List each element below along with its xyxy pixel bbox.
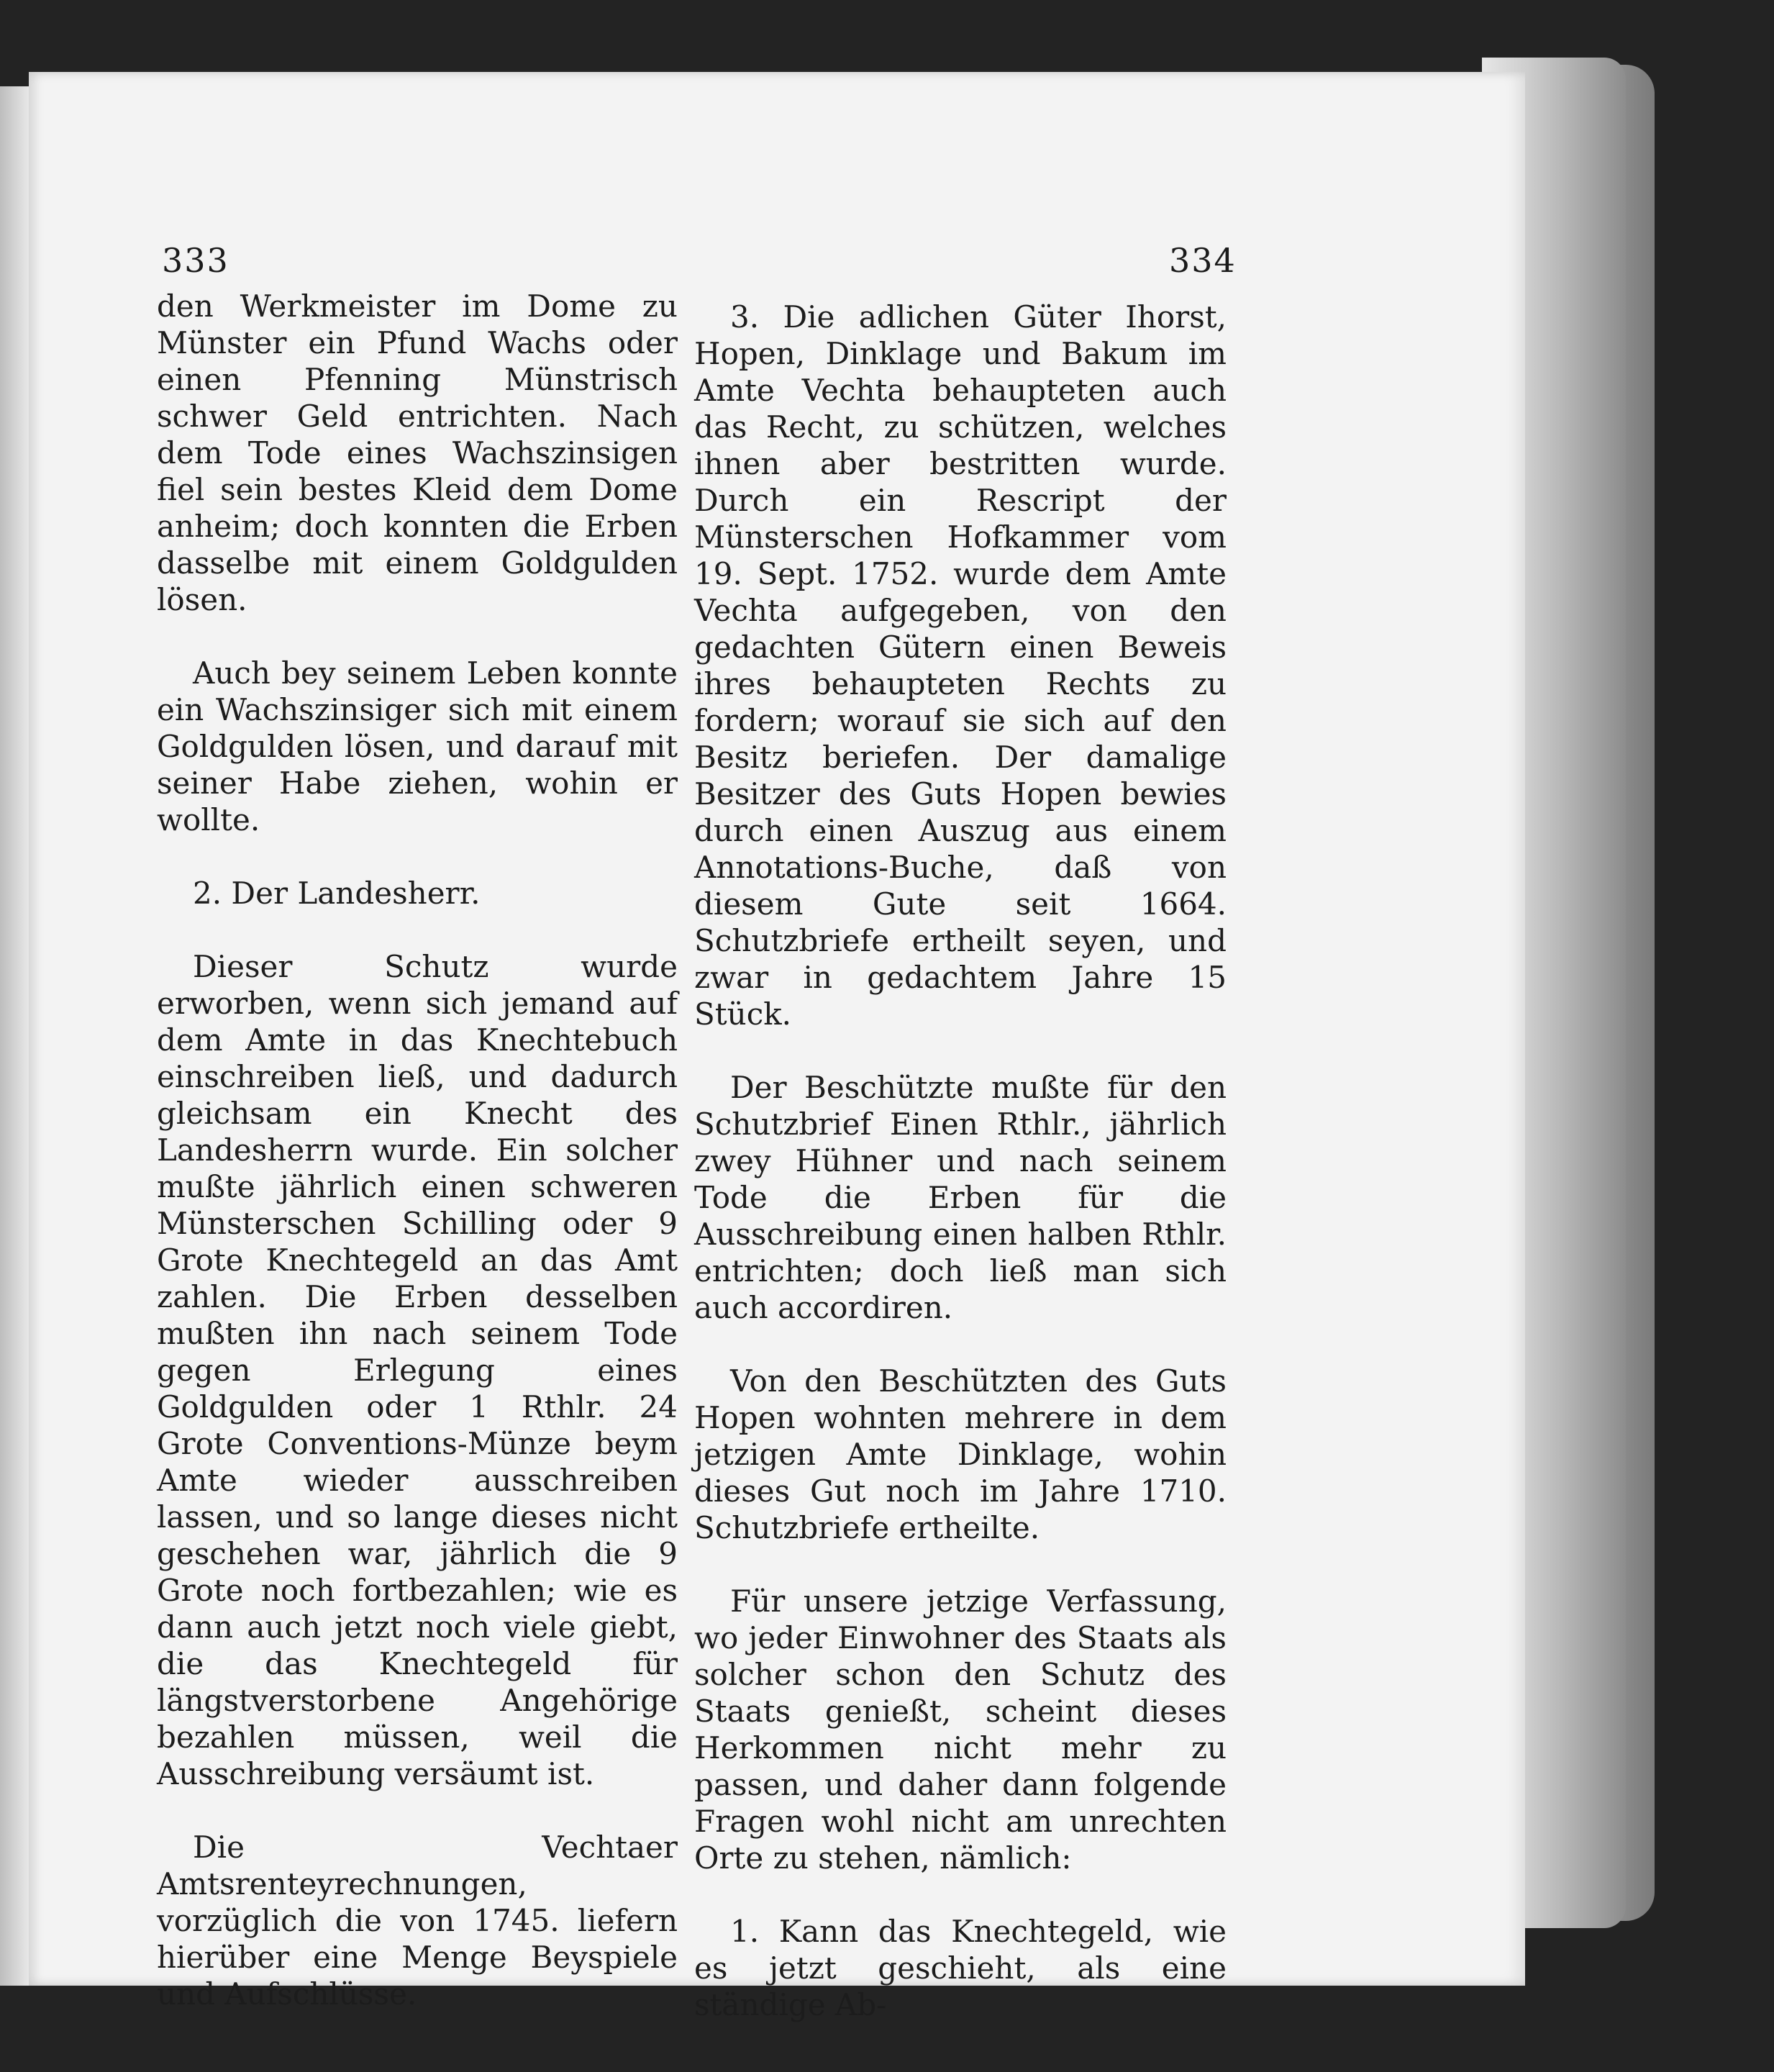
paragraph: 1. Kann das Knechtegeld, wie es jetzt geschieht, als eine ständige Ab- [694, 1914, 1227, 2022]
right-column [694, 299, 1227, 2023]
page-number-right: 334 [1169, 241, 1237, 280]
section-heading: 2. Der Landesherr. [193, 876, 481, 911]
paragraph: 3. Die adlichen Güter Ihorst, Hopen, Dinklage und Bakum im Amte Vechta behaupteten auch das Recht, zu schützen, welches ihnen aber bestritten wurde. Durch ein Rescript der Münsterschen Hofkammer vom 19. Sept. 1752. wurde dem Amte Vechta aufgegeben, von den gedachten Gütern einen Beweis ihres behaupteten Rechts zu fordern; worauf sie sich auf den Besitz beriefen. Der damalige Besitzer des Guts Hopen bewies durch einen Auszug aus einem Annotations-Buche, daß von diesem Gute seit 1664. Schutzbriefe ertheilt seyen, und zwar in gedachtem Jahre 15 Stück. [694, 299, 1227, 1032]
paragraph: Der Beschützte mußte für den Schutzbrief Einen Rthlr., jährlich zwey Hühner und nach seinem Tode die Erben für die Ausschreibung einen halben Rthlr. entrichten; doch ließ man sich auch accordiren. [694, 1070, 1227, 1325]
paragraph: Auch bey seinem Leben konnte ein Wachszinsiger sich mit einem Goldgulden lösen, und darauf mit seiner Habe ziehen, wohin er wollte. [157, 655, 678, 837]
paragraph: Von den Beschützten des Guts Hopen wohnten mehrere in dem jetzigen Amte Dinklage, wohin dieses Gut noch im Jahre 1710. Schutzbriefe ertheilte. [694, 1363, 1227, 1545]
left-column [157, 288, 678, 2012]
page-number-left: 333 [162, 241, 229, 280]
paragraph: Dieser Schutz wurde erworben, wenn sich jemand auf dem Amte in das Knechtebuch einschreiben ließ, und dadurch gleichsam ein Knecht des Landesherrn wurde. Ein solcher mußte jährlich einen schweren Münsterschen Schilling oder 9 Grote Knechtegeld an das Amt zahlen. Die Erben desselben mußten ihn nach seinem Tode gegen Erlegung eines Goldgulden oder 1 Rthlr. 24 Grote Conventions-Münze beym Amte wieder ausschreiben lassen, und so lange dieses nicht geschehen war, jährlich die 9 Grote noch fortbezahlen; wie es dann auch jetzt noch viele giebt, die das Knechtegeld für längstverstorbene Angehörige bezahlen müssen, weil die Ausschreibung versäumt ist. [157, 949, 678, 1791]
paragraph: Für unsere jetzige Verfassung, wo jeder Einwohner des Staats als solcher schon den Schutz des Staats genießt, scheint dieses Herkommen nicht mehr zu passen, und daher dann folgende Fragen wohl nicht am unrechten Orte zu stehen, nämlich: [694, 1583, 1227, 1876]
paragraph: den Werkmeister im Dome zu Münster ein Pfund Wachs oder einen Pfenning Münstrisch schwer Geld entrichten. Nach dem Tode eines Wachszinsigen fiel sein bestes Kleid dem Dome anheim; doch konnten die Erben dasselbe mit einem Goldgulden lösen. [157, 288, 678, 617]
paragraph: Die Vechtaer Amtsrenteyrechnungen, vorzüglich die von 1745. liefern hierüber eine Menge Beyspiele und Aufschlüsse. [157, 1830, 678, 2012]
